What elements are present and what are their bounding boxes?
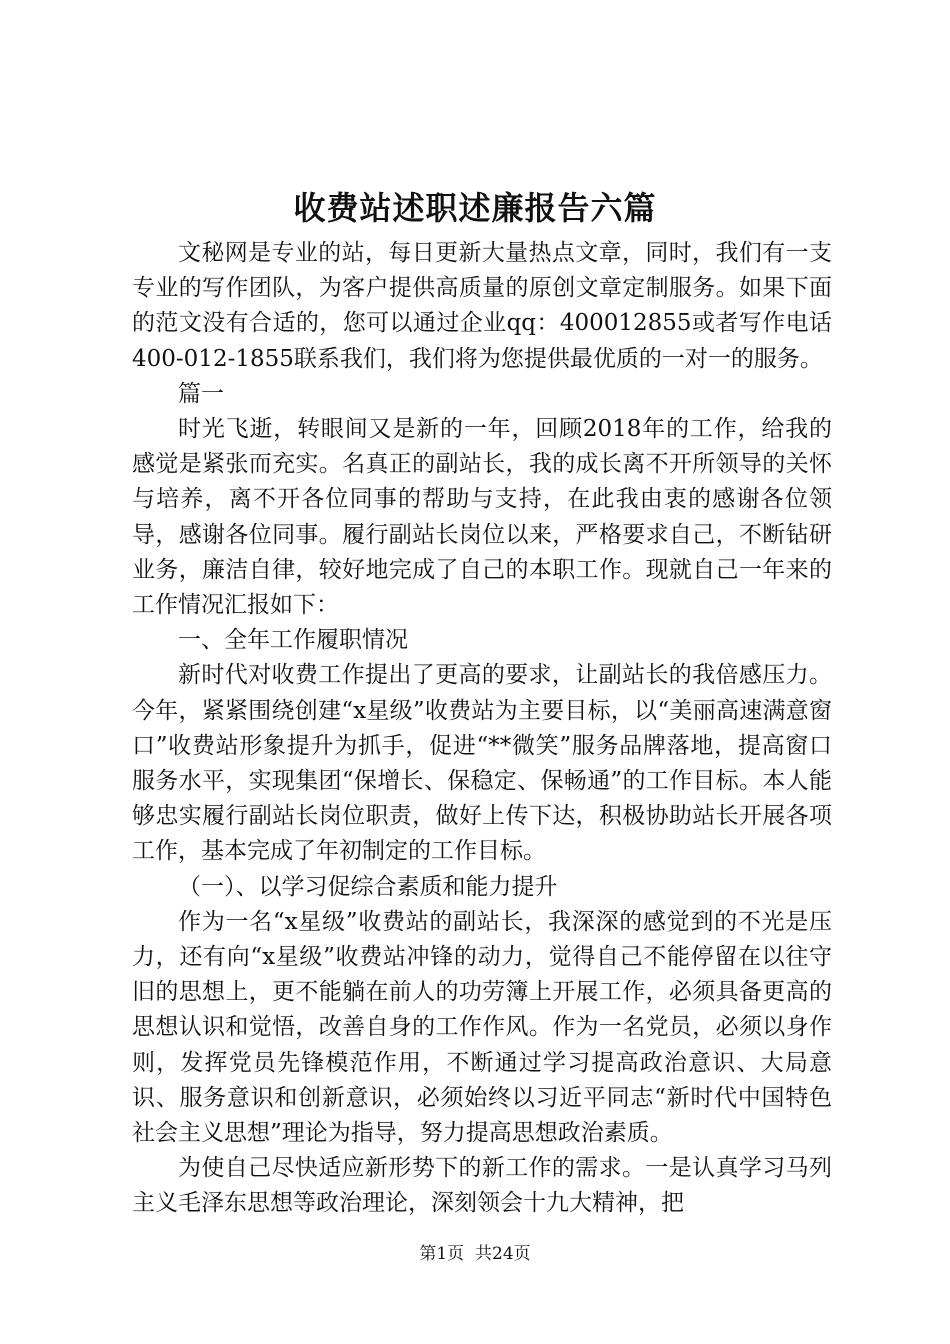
- subsection-heading: （一）、以学习促综合素质和能力提升: [178, 873, 558, 900]
- section-heading: 一、全年工作履职情况: [178, 627, 408, 654]
- page-footer: [0, 1242, 950, 1266]
- body-paragraph: 作为一名“x星级”收费站的副站长，我深深的感觉到的不光是压力，还有向“x星级”收费站冲锋的动力，觉得自己不能停留在以往守旧的思想上，更不能躺在前人的功劳簿上开展工作，必须具备更高的思想认识和觉悟，改善自身的工作作风。作为一名党员，必须以身作则，发挥党员先锋模范作用，不断通过学习提高政治意识、大局意识、服务意识和创新意识，必须始终以习近平同志“新时代中国特色社会主义思想”理论为指导，努力提高思想政治素质。: [132, 908, 832, 1147]
- body-paragraph: 为使自己尽快适应新形势下的新工作的需求。一是认真学习马列主义毛泽东思想等政治理论，深刻领会十九大精神，把: [132, 1155, 832, 1217]
- section-heading-part-one: 篇一: [178, 380, 224, 407]
- body-paragraph: 时光飞逝，转眼间又是新的一年，回顾2018年的工作，给我的感觉是紧张而充实。名真正的副站长，我的成长离不开所领导的关怀与培养，离不开各位同事的帮助与支持，在此我由衷的感谢各位领导，感谢各位同事。履行副站长岗位以来，严格要求自己，不断钻研业务，廉洁自律，较好地完成了自己的本职工作。现就自己一年来的工作情况汇报如下：: [132, 416, 832, 619]
- page-total: 共24页: [475, 1244, 531, 1264]
- document-title: 收费站述职述廉报告六篇: [293, 189, 657, 227]
- body-paragraph: 新时代对收费工作提出了更高的要求，让副站长的我倍感压力。今年，紧紧围绕创建“x星级”收费站为主要目标，以“美丽高速满意窗口”收费站形象提升为抓手，促进“**微笑”服务品牌落地，提高窗口服务水平，实现集团“保增长、保稳定、保畅通”的工作目标。本人能够忠实履行副站长岗位职责，做好上传下达，积极协助站长开展各项工作，基本完成了年初制定的工作目标。: [132, 662, 832, 865]
- page-number: 第1页: [419, 1244, 465, 1264]
- intro-paragraph: 文秘网是专业的站，每日更新大量热点文章，同时，我们有一支专业的写作团队，为客户提供高质量的原创文章定制服务。如果下面的范文没有合适的，您可以通过企业qq：400012855或者写作电话400-012-1855联系我们，我们将为您提供最优质的一对一的服务。: [132, 240, 832, 372]
- document-body: [132, 236, 832, 1222]
